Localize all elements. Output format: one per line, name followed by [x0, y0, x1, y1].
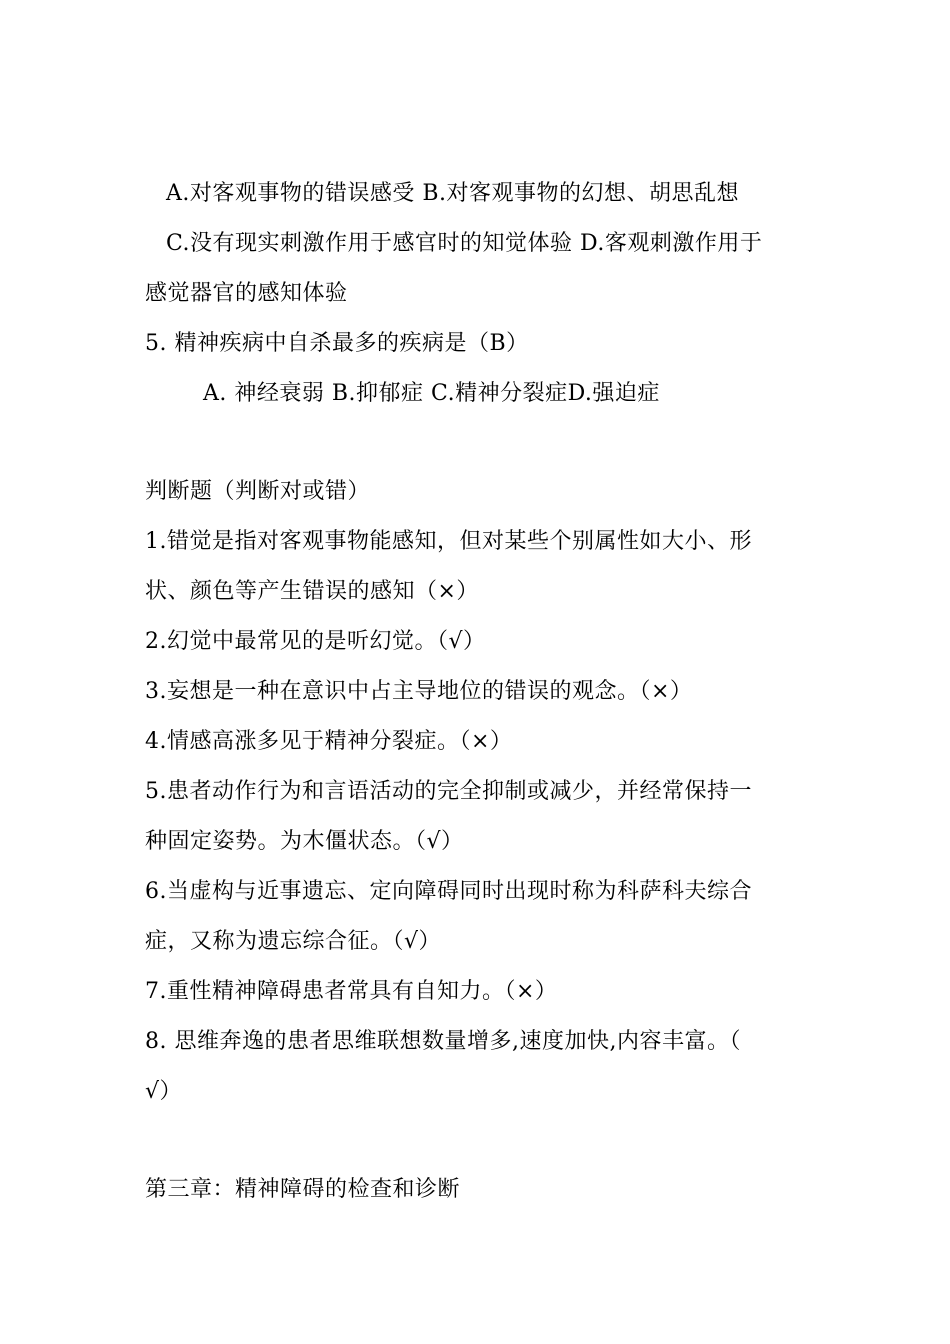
- tf-line: 6.当虚构与近事遗忘、定向障碍同时出现时称为科萨科夫综合: [145, 879, 752, 904]
- true-false-heading: 判断题（判断对或错）: [145, 479, 371, 504]
- q5-stem: 5. 精神疾病中自杀最多的疾病是（B）: [145, 331, 529, 356]
- q4-options-line-2: C.没有现实刺激作用于感官时的知觉体验 D.客观刺激作用于: [166, 231, 763, 256]
- tf-line: 种固定姿势。为木僵状态。（√）: [145, 829, 464, 854]
- q4-options-line-3: 感觉器官的感知体验: [145, 281, 348, 306]
- tf-line: √）: [145, 1079, 183, 1104]
- q4-options-line-1: A.对客观事物的错误感受 B.对客观事物的幻想、胡思乱想: [166, 181, 740, 206]
- tf-line: 7.重性精神障碍患者常具有自知力。（×）: [145, 979, 558, 1004]
- tf-line: 1.错觉是指对客观事物能感知，但对某些个别属性如大小、形: [145, 529, 752, 554]
- tf-line: 症，又称为遗忘综合征。（√）: [145, 929, 442, 954]
- tf-line: 5.患者动作行为和言语活动的完全抑制或减少，并经常保持一: [145, 779, 752, 804]
- tf-line: 8. 思维奔逸的患者思维联想数量增多,速度加快,内容丰富。（: [145, 1029, 741, 1054]
- chapter-heading: 第三章：精神障碍的检查和诊断: [145, 1177, 461, 1202]
- q5-options: A. 神经衰弱 B.抑郁症 C.精神分裂症D.强迫症: [203, 381, 660, 406]
- tf-line: 3.妄想是一种在意识中占主导地位的错误的观念。（×）: [145, 679, 693, 704]
- tf-line: 2.幻觉中最常见的是听幻觉。（√）: [145, 629, 486, 654]
- tf-line: 状、颜色等产生错误的感知（×）: [145, 579, 479, 604]
- tf-line: 4.情感高涨多见于精神分裂症。（×）: [145, 729, 513, 754]
